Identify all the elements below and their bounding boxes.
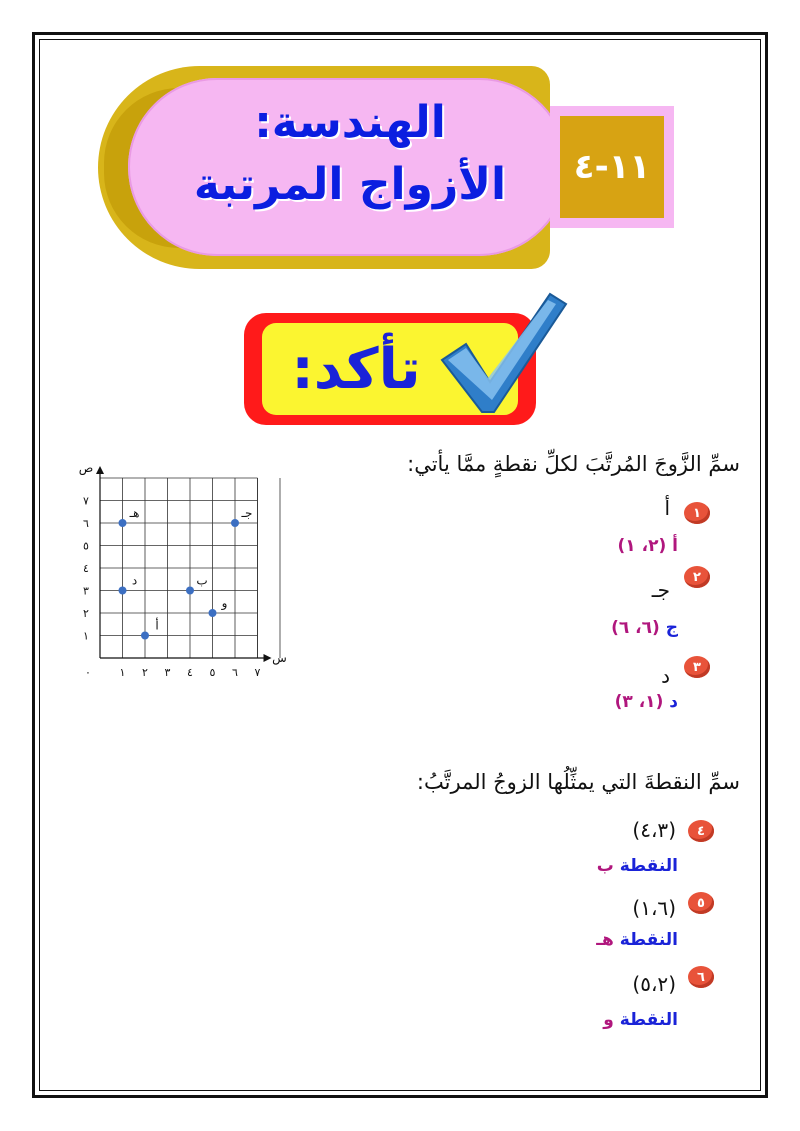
question-point-label: أ — [664, 496, 670, 520]
y-tick-label: ٣ — [83, 584, 89, 598]
lesson-title — [150, 92, 550, 216]
section2-instruction: سمِّ النقطةَ التي يمثِّلُها الزوجُ المرتَّبُ: — [416, 770, 740, 794]
question-number-badge: ٢ — [684, 566, 710, 588]
answer-letter: هـ — [596, 930, 614, 950]
x-tick-label: ٦ — [232, 666, 238, 679]
lesson-title-line2: الأزواج المرتبة — [193, 159, 507, 210]
origin-label: ٠ — [85, 666, 91, 679]
lesson-number: ١١-٤ — [573, 147, 651, 187]
answer — [603, 1010, 678, 1030]
answer-letter: ب — [596, 856, 614, 876]
x-tick-label: ٣ — [164, 666, 171, 679]
question-number-badge: ٥ — [688, 892, 714, 914]
answer-letter: أ — [672, 536, 678, 556]
x-axis-label: س — [272, 651, 287, 665]
question-pair: (٥،٢) — [632, 972, 676, 996]
data-point-label: د — [131, 573, 138, 588]
checkmark-icon — [432, 282, 572, 422]
coordinate-grid-chart — [60, 461, 300, 690]
y-tick-label: ١ — [83, 629, 89, 643]
answer-letter: د — [669, 692, 678, 712]
x-tick-label: ٤ — [187, 666, 193, 679]
answer-letter: ج — [665, 618, 678, 638]
answer-pair: (٢، ١) — [617, 536, 667, 556]
answer-letter: و — [603, 1010, 614, 1030]
question-point-label: د — [661, 664, 670, 688]
data-point — [119, 587, 127, 595]
data-point-label: هـ — [129, 506, 140, 520]
y-tick-label: ٦ — [83, 517, 89, 530]
answer-word: النقطة — [619, 856, 678, 876]
confirm-label: تأكد: — [291, 337, 421, 402]
x-tick-label: ٥ — [209, 666, 216, 679]
answer-pair: (١، ٣) — [614, 692, 664, 712]
answer — [615, 692, 678, 712]
y-tick-label: ٧ — [83, 494, 89, 508]
question-number-badge: ٤ — [688, 820, 714, 842]
answer — [597, 856, 678, 876]
section1-instruction: سمِّ الزَّوجَ المُرتَّبَ لكلِّ نقطةٍ ممَّا يأتي: — [407, 452, 740, 476]
data-point — [186, 587, 194, 595]
answer — [596, 930, 678, 950]
x-axis-arrow-icon — [264, 654, 272, 662]
x-tick-label: ٧ — [254, 666, 261, 679]
question-number-badge: ٣ — [684, 656, 710, 678]
data-point — [209, 609, 217, 617]
x-tick-label: ١ — [119, 666, 126, 679]
answer — [611, 618, 678, 638]
data-point-label: جـ — [241, 506, 253, 520]
data-point-label: أ — [155, 618, 159, 633]
lesson-title-line1: الهندسة: — [254, 97, 446, 148]
lesson-number-box — [560, 116, 664, 218]
answer-word: النقطة — [619, 930, 678, 950]
data-point — [141, 632, 149, 640]
data-point-label: ب — [196, 573, 208, 588]
data-point-label: و — [221, 596, 228, 610]
question-pair: (٤،٣) — [632, 818, 676, 842]
y-tick-label: ٢ — [83, 607, 89, 620]
question-number-badge: ١ — [684, 502, 710, 524]
question-number-badge: ٦ — [688, 966, 714, 988]
data-point — [231, 519, 239, 527]
x-tick-label: ٢ — [142, 666, 148, 679]
question-point-label: جـ — [651, 578, 670, 602]
answer — [618, 536, 678, 556]
answer-word: النقطة — [619, 1010, 678, 1030]
y-axis-label: ص — [78, 461, 94, 475]
data-point — [119, 519, 127, 527]
y-tick-label: ٤ — [83, 562, 89, 575]
question-pair: (١،٦) — [632, 896, 676, 920]
y-tick-label: ٥ — [83, 539, 89, 553]
answer-pair: (٦، ٦) — [611, 618, 660, 638]
